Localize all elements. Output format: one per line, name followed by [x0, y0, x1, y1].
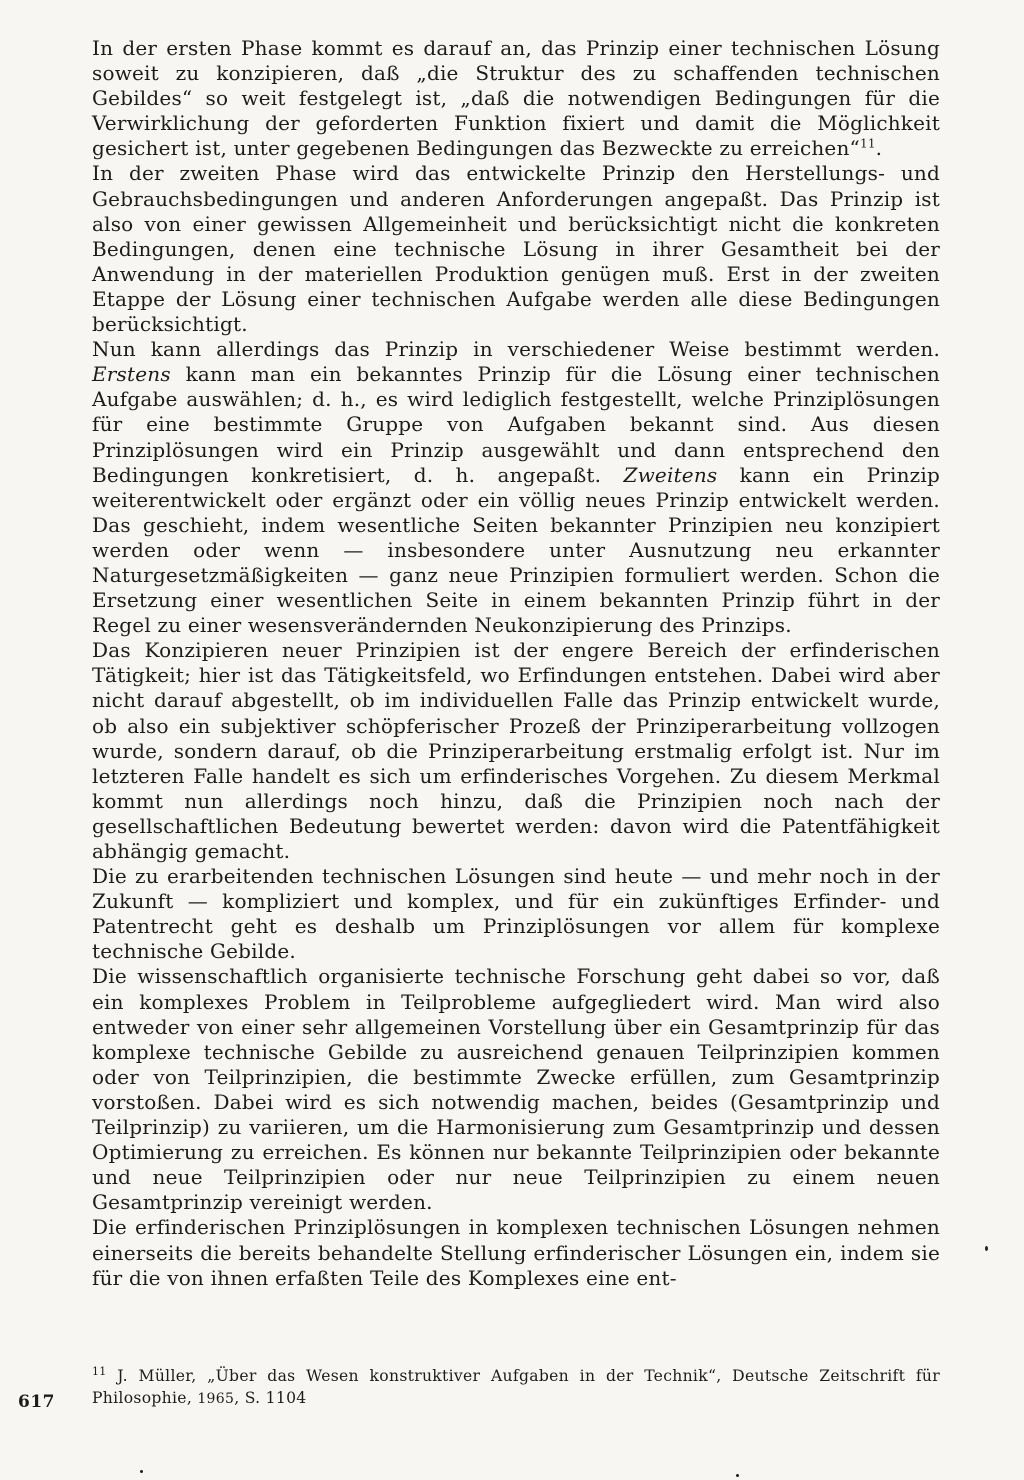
scan-speck: [736, 1474, 739, 1477]
paragraph-6: Die wissenschaftlich organisierte technische Forschung geht dabei so vor, daß ein komplexes Problem in Teilprobleme aufgegliedert wird. Man wird also entweder von einer sehr allgemeinen Vorstellung über ein Gesamtprinzip für das komplexe technische Gebilde zu ausreichend genauen Teilprinzipien kommen oder von Teilprinzipien, die bestimmte Zwecke erfüllen, zum Gesamtprinzip vorstoßen. Dabei wird es sich notwendig machen, beides (Gesamtprinzip und Teilprinzip) zu variieren, um die Harmonisierung zum Gesamtprinzip und dessen Optimierung zu erreichen. Es können nur bekannte Teilprinzipien oder bekannte und neue Teilprinzipien oder nur neue Teilprinzipien zu einem neuen Gesamtprinzip vereinigt werden.: [92, 964, 940, 1215]
page-number: 617: [18, 1392, 55, 1412]
emphasis-zweitens: Zweitens: [623, 462, 718, 487]
emphasis-erstens: Erstens: [92, 362, 171, 387]
paragraph-7: Die erfinderischen Prinziplösungen in komplexen technischen Lösungen nehmen einerseits die bereits behandelte Stellung erfinderischer Lösungen ein, indem sie für die von ihnen erfaßten Teile des Komplexes eine ent-: [92, 1215, 940, 1290]
footnote-reference: 11: [859, 136, 876, 151]
scan-speck: [985, 1246, 988, 1251]
paragraph-4: Das Konzipieren neuer Prinzipien ist der engere Bereich der erfinderischen Tätigkeit; hier ist das Tätigkeitsfeld, wo Erfindungen entstehen. Dabei wird aber nicht darauf abgestellt, ob im individuellen Falle das Prinzip entwickelt wurde, ob also ein subjektiver schöpferischer Prozeß der Prinziperarbeitung vollzogen wurde, sondern darauf, ob die Prinziperarbeitung erstmalig erfolgt ist. Nur im letzteren Falle handelt es sich um erfinderisches Vorgehen. Zu diesem Merkmal kommt nun allerdings noch hinzu, daß die Prinzipien noch nach der gesellschaftlichen Bedeutung bewertet werden: davon wird die Patentfähigkeit abhängig gemacht.: [92, 638, 940, 863]
paragraph-1: In der ersten Phase kommt es darauf an, das Prinzip einer technischen Lösung soweit zu konzipieren, daß „die Struktur des zu schaffenden technischen Gebildes“ so weit festgelegt ist, „daß die notwendigen Bedingungen für die Verwirklichung der geforderten Funktion fixiert und damit die Möglichkeit gesichert ist, unter gegebenen Bedingungen das Bezweckte zu erreichen“$^{11}$.: [92, 36, 940, 161]
paragraph-2: In der zweiten Phase wird das entwickelte Prinzip den Herstellungs- und Gebrauchsbedingungen und anderen Anforderungen angepaßt. Das Prinzip ist also von einer gewissen Allgemeinheit und berücksichtigt nicht die konkreten Bedingungen, denen eine technische Lösung in ihrer Gesamtheit bei der Anwendung in der materiellen Produktion genügen muß. Erst in der zweiten Etappe der Lösung einer technischen Aufgabe werden alle diese Bedingungen berücksichtigt.: [92, 161, 940, 337]
footnote-number: 11: [92, 1364, 107, 1378]
main-text: [92, 36, 940, 1291]
scan-speck: [140, 1470, 143, 1473]
footnote: $^{11}$ J. Müller, „Über das Wesen konstruktiver Aufgaben in der Technik“, Deutsche Zeitschrift für Philosophie, 1965, S. 1104: [92, 1364, 940, 1407]
paragraph-3: Nun kann allerdings das Prinzip in verschiedener Weise bestimmt werden. Erstens kann man ein bekanntes Prinzip für die Lösung einer technischen Aufgabe auswählen; d. h., es wird lediglich festgestellt, welche Prinziplösungen für eine bestimmte Gruppe von Aufgaben bekannt sind. Aus diesen Prinziplösungen wird ein Prinzip ausgewählt und dann entsprechend den Bedingungen konkretisiert, d. h. angepaßt. Zweitens kann ein Prinzip weiterentwickelt oder ergänzt oder ein völlig neues Prinzip entwickelt werden. Das geschieht, indem wesentliche Seiten bekannter Prinzipien neu konzipiert werden oder wenn — insbesondere unter Ausnutzung neu erkannter Naturgesetzmäßigkeiten — ganz neue Prinzipien formuliert werden. Schon die Ersetzung einer wesentlichen Seite in einem bekannten Prinzip führt in der Regel zu einer wesensverändernden Neukonzipierung des Prinzips.: [92, 337, 941, 638]
paragraph-5: Die zu erarbeitenden technischen Lösungen sind heute — und mehr noch in der Zukunft — kompliziert und komplex, und für ein zukünftiges Erfinder- und Patentrecht geht es deshalb um Prinziplösungen vor allem für komplexe technische Gebilde.: [92, 864, 940, 964]
